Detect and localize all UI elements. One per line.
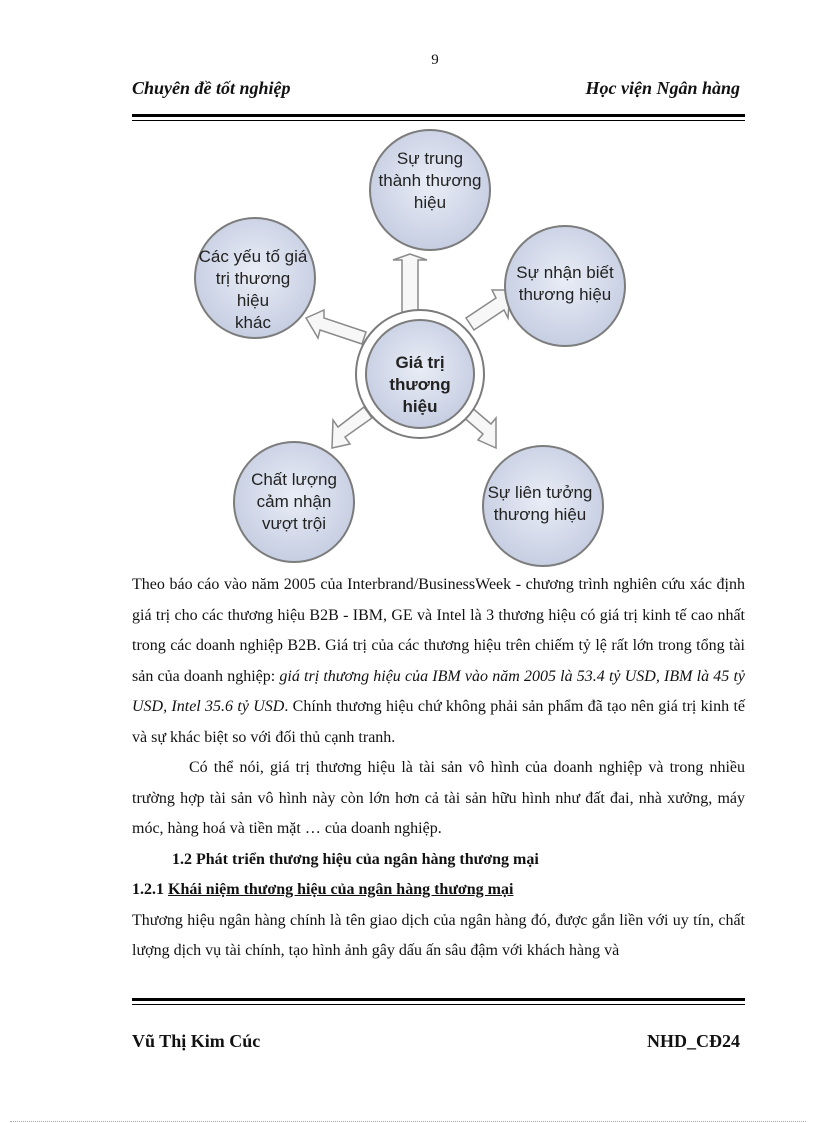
arrow-left: [306, 310, 366, 344]
page-edge-dotted: [10, 1121, 806, 1122]
node-top-label: Sự trung thành thương hiệu: [378, 149, 482, 212]
footer-rule: [132, 998, 745, 1001]
arrow-bottom-left: [332, 407, 372, 448]
paragraph-3: Thương hiệu ngân hàng chính là tên giao dịch của ngân hàng đó, được gắn liền với uy tín, chất lượng dịch vụ tài chính, tạo hình ảnh gây dấu ấn sâu đậm với khách hàng và: [132, 911, 745, 959]
center-label: Giá trị thương hiệu: [389, 353, 451, 416]
page-number: 9: [431, 52, 439, 68]
node-right-label: Sự nhận biết thương hiệu: [516, 263, 614, 304]
header-rule: [132, 114, 745, 117]
brand-value-diagram: [180, 128, 650, 568]
arrow-right: [466, 290, 510, 330]
node-bottom-left-label: Chất lượng cảm nhận vượt trội: [251, 470, 337, 533]
section-heading: 1.2 Phát triển thương hiệu của ngân hàng thương mại: [172, 850, 539, 868]
body-text: [132, 570, 745, 967]
node-left-label: Các yếu tố giá trị thương hiệu khác: [198, 247, 308, 332]
paragraph-1: Theo báo cáo vào năm 2005 của Interbrand/BusinessWeek - chương trình nghiên cứu xác định giá trị cho các thương hiệu B2B - IBM, GE và Intel là 3 thương hiệu có giá trị kinh tế cao nhất trong các doanh nghiệp B2B. Giá trị của các thương hiệu trên chiếm tỷ lệ rất lớn trong tổng tài sản của doanh nghiệp: giá trị thương hiệu của IBM vào năm 2005 là 53.4 tỷ USD, IBM là 45 tỷ USD, Intel 35.6 tỷ USD. Chính thương hiệu chứ không phải sản phẩm đã tạo nên giá trị kinh tế và sự khác biệt so với đối thủ cạnh tranh.: [132, 576, 746, 746]
header-rule-thin: [132, 120, 745, 121]
footer-right: NHD_CĐ24: [647, 1031, 740, 1051]
arrow-top: [393, 254, 427, 314]
header-right: Học viện Ngân hàng: [585, 78, 740, 98]
footer-left: Vũ Thị Kim Cúc: [132, 1031, 261, 1051]
node-bottom-right-label: Sự liên tưởng thương hiệu: [487, 483, 593, 524]
paragraph-2: Có thể nói, giá trị thương hiệu là tài sản vô hình của doanh nghiệp và trong nhiều trường hợp tài sản vô hình này còn lớn hơn cả tài sản hữu hình như đất đai, nhà xưởng, máy móc, hàng hoá và tiền mặt … của doanh nghiệp.: [132, 759, 745, 837]
subsection-heading: 1.2.1 Khái niệm thương hiệu của ngân hàng thương mại: [132, 881, 514, 898]
footer-rule-thin: [132, 1004, 745, 1005]
header-left: Chuyên đề tốt nghiệp: [132, 78, 291, 98]
